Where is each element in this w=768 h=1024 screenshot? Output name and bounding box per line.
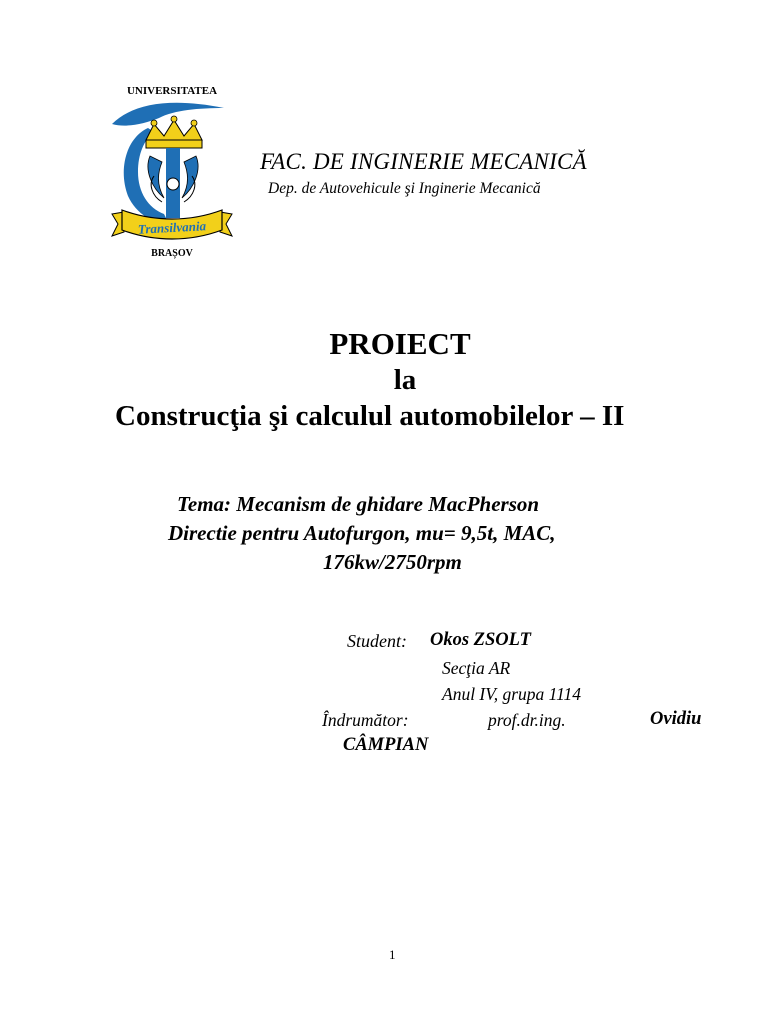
advisor-label: Îndrumător: [322,710,409,730]
tema-line2: Directie pentru Autofurgon, mu= 9,5t, MAC, [168,521,556,545]
faculty-name: FAC. DE INGINERIE MECANICĂ [260,149,587,174]
project-title-line1: PROIECT [329,326,471,361]
logo-top-text: UNIVERSITATEA [126,85,218,97]
department-name: Dep. de Autovehicule şi Inginerie Mecanică [268,180,541,197]
university-logo [104,80,240,260]
student-year-group: Anul IV, grupa 1114 [442,684,582,704]
logo-banner-text: Transilvania [137,218,207,237]
project-title-line2: la [393,364,417,396]
tema-line1: Tema: Mecanism de ghidare MacPherson [177,492,540,516]
advisor-first-name: Ovidiu [650,709,702,729]
student-label: Student: [347,631,407,651]
tema-line3: 176kw/2750rpm [323,550,462,574]
advisor-title: prof.dr.ing. [488,710,566,730]
page-number: 1 [389,947,396,962]
student-section: Secţia AR [442,658,511,678]
student-name: Okos ZSOLT [430,630,531,650]
logo-bottom-text: BRAȘOV [151,248,193,259]
project-title-line3: Construcţia şi calculul automobilelor – II [115,400,625,432]
advisor-last-name: CÂMPIAN [343,735,429,755]
logo-swoosh [112,103,224,126]
